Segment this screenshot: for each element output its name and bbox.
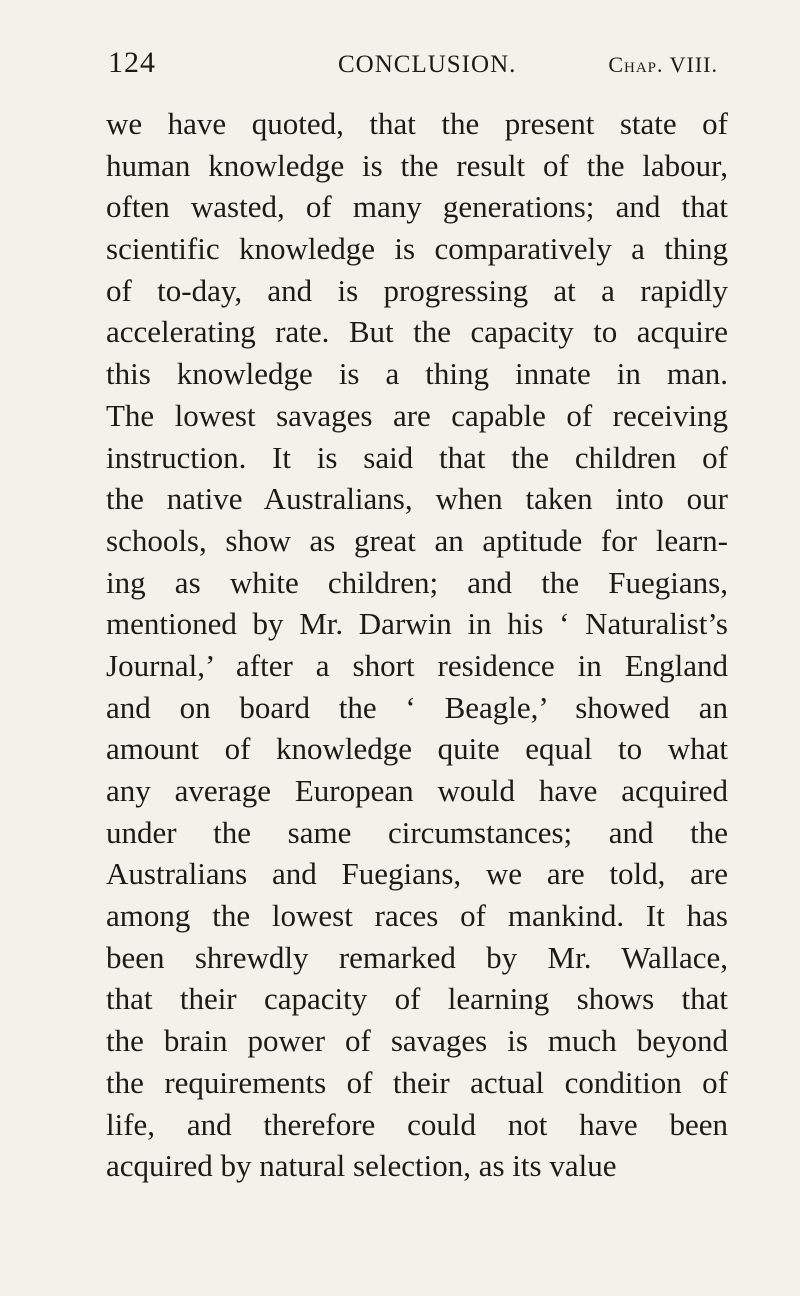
body-paragraph — [106, 103, 728, 1187]
text-line: instruction. It is said that the children of — [106, 439, 728, 475]
chapter-title: CONCLUSION. — [338, 51, 517, 78]
text-line: amount of knowledge quite equal to what — [106, 731, 728, 767]
text-line: mentioned by Mr. Darwin in his ‘ Naturalist’s — [106, 606, 728, 642]
page-number: 124 — [108, 46, 156, 79]
text-line: scientific knowledge is comparatively a thing — [106, 231, 728, 267]
text-line: The lowest savages are capable of receiving — [106, 397, 728, 433]
text-line: often wasted, of many generations; and that — [106, 189, 728, 225]
text-line: this knowledge is a thing innate in man. — [106, 356, 728, 392]
text-line: under the same circumstances; and the — [106, 814, 728, 850]
text-line: accelerating rate. But the capacity to acquire — [106, 314, 728, 350]
text-line: any average European would have acquired — [106, 773, 728, 808]
text-line: and on board the ‘ Beagle,’ showed an — [106, 689, 728, 725]
text-line: the native Australians, when taken into our — [106, 481, 728, 517]
text-line: acquired by natural selection, as its value — [106, 1148, 617, 1184]
text-line: of to-day, and is progressing at a rapidly — [106, 272, 728, 308]
text-line: been shrewdly remarked by Mr. Wallace, — [106, 939, 728, 975]
text-line: Australians and Fuegians, we are told, are — [106, 856, 728, 892]
text-line: the requirements of their actual condition of — [106, 1064, 728, 1100]
text-line: the brain power of savages is much beyond — [106, 1023, 728, 1059]
text-line: we have quoted, that the present state of — [106, 106, 728, 141]
text-line: life, and therefore could not have been — [106, 1106, 728, 1142]
text-line: Journal,’ after a short residence in England — [106, 647, 728, 683]
text-line: human knowledge is the result of the labour, — [106, 147, 728, 183]
running-header — [108, 46, 718, 86]
text-line: among the lowest races of mankind. It has — [106, 898, 728, 934]
text-line: that their capacity of learning shows that — [106, 981, 728, 1017]
chapter-label: Chap. VIII. — [608, 52, 718, 77]
text-line: ing as white children; and the Fuegians, — [106, 564, 728, 600]
text-line: schools, show as great an aptitude for learn- — [106, 522, 728, 558]
